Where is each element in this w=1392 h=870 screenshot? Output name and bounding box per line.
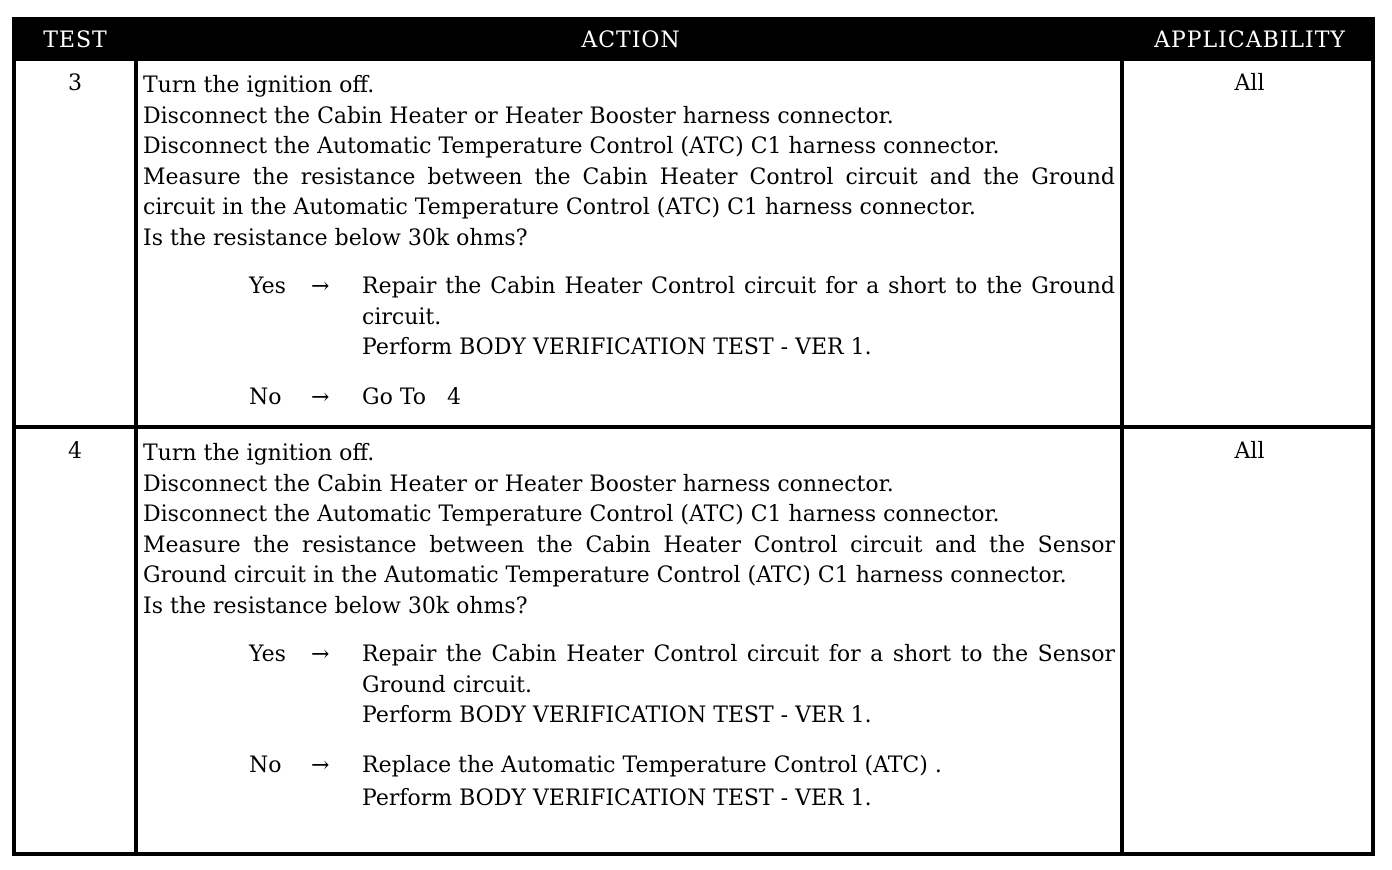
- arrow-right-icon: →: [311, 274, 330, 299]
- answer-text: [362, 383, 1115, 414]
- answer-line: circuit.: [362, 304, 442, 330]
- step-text: Turn the ignition off.: [143, 73, 375, 98]
- step-text: Disconnect the Automatic Temperature Control (ATC) C1 harness connector.: [143, 502, 1000, 527]
- answer-line: Ground circuit.: [362, 672, 532, 698]
- answer-yes: [143, 272, 1115, 364]
- table-row: [16, 61, 1371, 425]
- step-text: Measure the resistance between the Cabin Heater Control circuit and the Ground: [143, 164, 1115, 190]
- answer-list: [143, 640, 1115, 815]
- action-cell: [143, 71, 1115, 432]
- answer-line: Repair the Cabin Heater Control circuit for a short to the Sensor: [362, 642, 1115, 667]
- answer-list: [143, 272, 1115, 413]
- answer-line: Perform BODY VERIFICATION TEST - VER 1.: [362, 786, 872, 811]
- step-text: Turn the ignition off.: [143, 441, 375, 466]
- answer-text: [362, 640, 1115, 732]
- answer-label: No: [249, 752, 282, 778]
- step-text: Ground circuit in the Automatic Temperature Control (ATC) C1 harness connector.: [143, 563, 1067, 588]
- arrow-right-icon: →: [311, 384, 330, 410]
- table-row: [16, 429, 1371, 856]
- answer-label: Yes: [249, 274, 286, 299]
- step-text: Disconnect the Cabin Heater or Heater Booster harness connector.: [143, 103, 894, 129]
- header-applicability: APPLICABILITY: [1154, 28, 1346, 53]
- header-test: TEST: [43, 28, 108, 53]
- applicability-value: All: [1234, 439, 1265, 464]
- applicability-value: All: [1234, 71, 1265, 96]
- diagnostic-test-table: [12, 17, 1375, 856]
- test-number: 3: [68, 71, 82, 96]
- answer-no: [143, 751, 1115, 815]
- step-text: circuit in the Automatic Temperature Control (ATC) C1 harness connector.: [143, 195, 976, 220]
- answer-line: Replace the Automatic Temperature Control (ATC) .: [362, 752, 942, 778]
- header-action: ACTION: [581, 28, 681, 53]
- answer-line: Perform BODY VERIFICATION TEST - VER 1.: [362, 335, 872, 360]
- answer-line: Perform BODY VERIFICATION TEST - VER 1.: [362, 703, 872, 728]
- answer-text: [362, 272, 1115, 364]
- answer-text: [362, 751, 1115, 815]
- step-text: Disconnect the Automatic Temperature Control (ATC) C1 harness connector.: [143, 134, 1000, 159]
- answer-label: Yes: [249, 642, 286, 667]
- arrow-right-icon: →: [311, 752, 330, 778]
- table-header: [16, 21, 1371, 61]
- arrow-right-icon: →: [311, 642, 330, 667]
- goto-link[interactable]: Go To 4: [362, 384, 461, 410]
- answer-line: Repair the Cabin Heater Control circuit for a short to the Ground: [362, 274, 1115, 299]
- answer-yes: [143, 640, 1115, 732]
- step-text: Is the resistance below 30k ohms?: [143, 593, 528, 619]
- answer-no: [143, 383, 1115, 414]
- step-text: Measure the resistance between the Cabin Heater Control circuit and the Sensor: [143, 532, 1115, 558]
- step-text: Is the resistance below 30k ohms?: [143, 225, 528, 251]
- test-number: 4: [68, 439, 82, 464]
- answer-label: No: [249, 384, 282, 410]
- action-cell: [143, 439, 1115, 834]
- step-text: Disconnect the Cabin Heater or Heater Booster harness connector.: [143, 471, 894, 497]
